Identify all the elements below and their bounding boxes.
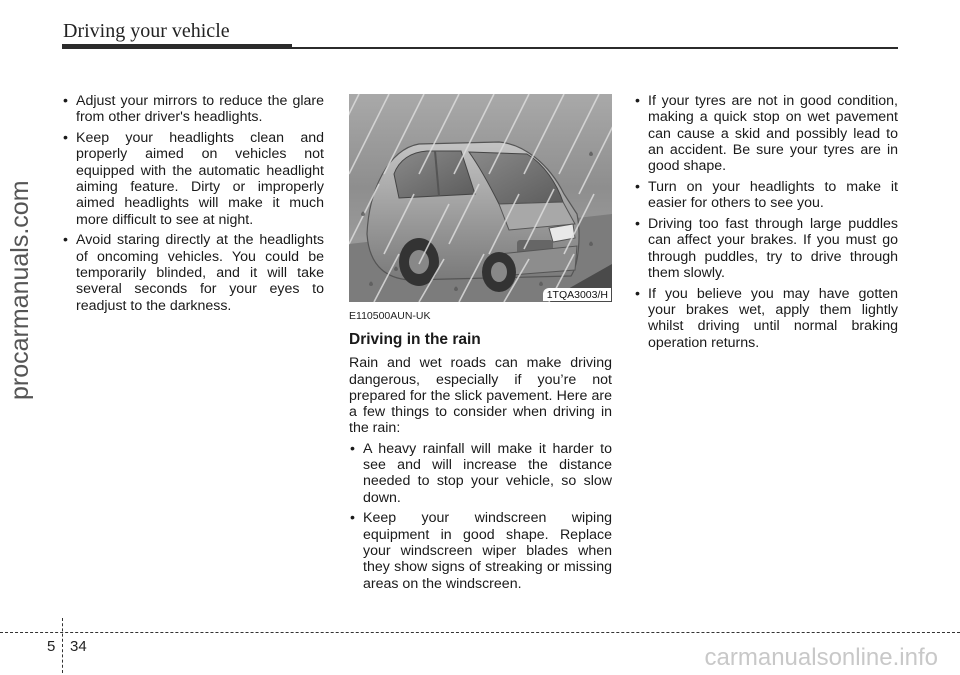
list-item: • Keep your headlights clean and properly aimed on vehicles not equipped with the automatic headlight aiming feature. Dirty or improperly aimed headlights will make it much more difficult to see at night. <box>62 130 324 228</box>
side-watermark: procarmanuals.com <box>6 180 34 400</box>
section-code: E110500AUN-UK <box>349 310 431 322</box>
bullet-list-left <box>62 93 324 314</box>
list-item: • Adjust your mirrors to reduce the glare from other driver's headlights. <box>62 93 324 126</box>
list-item: • A heavy rainfall will make it harder to see and will increase the distance needed to stop your vehicle, so slow down. <box>349 441 612 506</box>
list-item: • Avoid staring directly at the headlights of oncoming vehicles. You could be temporarily blinded, and it will take several seconds for your eyes to readjust to the darkness. <box>62 232 324 313</box>
header-rule-thick <box>62 44 292 49</box>
page-number: 34 <box>70 638 87 655</box>
column-left <box>62 93 324 318</box>
figure-code-label: 1TQA3003/H <box>543 288 611 301</box>
car-in-rain-graphic <box>349 94 612 302</box>
section-heading: Driving in the rain <box>349 331 481 349</box>
list-item: • Keep your windscreen wiping equipment in good shape. Replace your windscreen wiper blades when they show signs of streaking or missing areas on the windscreen. <box>349 510 612 591</box>
page-header-title: Driving your vehicle <box>63 20 230 42</box>
header-rule-thin <box>292 47 898 49</box>
bullet-list-middle <box>349 441 612 592</box>
intro-paragraph: Rain and wet roads can make driving dangerous, especially if you’re not prepared for the slick pavement. Here are a few things to consider when driving in the rain: <box>349 355 612 437</box>
footer-divider-vertical <box>62 618 63 673</box>
chapter-number: 5 <box>47 638 56 655</box>
list-item: • If you believe you may have gotten your brakes wet, apply them lightly whilst driving until normal braking operation returns. <box>634 286 898 351</box>
bullet-list-right <box>634 93 898 351</box>
list-item: • Turn on your headlights to make it easier for others to see you. <box>634 179 898 212</box>
rain-driving-illustration <box>349 94 612 302</box>
bottom-watermark: carmanualsonline.info <box>704 644 938 671</box>
list-item: • Driving too fast through large puddles can affect your brakes. If you must go through puddles, try to drive through them slowly. <box>634 216 898 281</box>
list-item: • If your tyres are not in good condition, making a quick stop on wet pavement can cause a skid and possibly lead to an accident. Be sure your tyres are in good shape. <box>634 93 898 174</box>
column-middle <box>349 308 612 596</box>
column-right <box>634 93 898 355</box>
footer-divider-horizontal <box>0 632 960 633</box>
